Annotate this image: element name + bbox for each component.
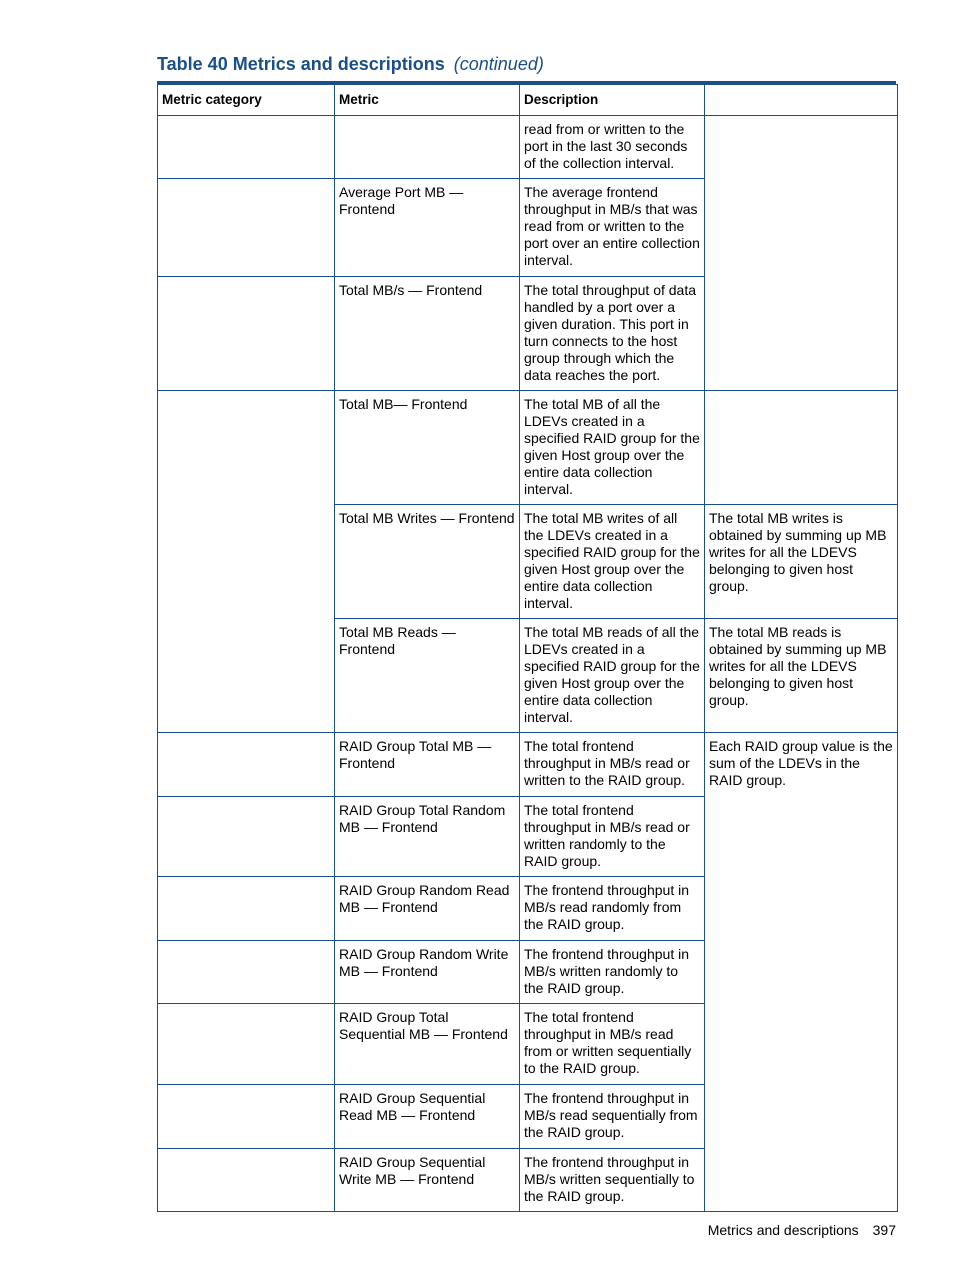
description-cell: The total MB reads of all the LDEVs created in a specified RAID group for the given Host group over the entire data collection interval. xyxy=(520,619,705,733)
metric-cell: Total MB Writes — Frontend xyxy=(335,505,520,619)
description-cell: The total MB of all the LDEVs created in a specified RAID group for the given Host group over the entire data collection interval. xyxy=(520,391,705,505)
header-metric-category: Metric category xyxy=(158,85,335,116)
description-cell: The average frontend throughput in MB/s that was read from or written to the port over an entire collection interval. xyxy=(520,179,705,277)
metric-cell: RAID Group Total Sequential MB — Frontend xyxy=(335,1004,520,1085)
metric-cell: Average Port MB — Frontend xyxy=(335,179,520,277)
category-cell xyxy=(158,1004,335,1085)
description-cell: read from or written to the port in the last 30 seconds of the collection interval. xyxy=(520,116,705,179)
metric-cell: RAID Group Sequential Read MB — Frontend xyxy=(335,1085,520,1149)
metric-cell: RAID Group Random Read MB — Frontend xyxy=(335,877,520,941)
page-number: 397 xyxy=(872,1222,896,1238)
notes-cell: The total MB reads is obtained by summing up MB writes for all the LDEVS belonging to given host group. xyxy=(705,619,898,733)
metric-cell: RAID Group Total Random MB — Frontend xyxy=(335,797,520,877)
category-cell xyxy=(158,391,335,733)
header-notes xyxy=(705,85,898,116)
description-cell: The total MB writes of all the LDEVs created in a specified RAID group for the given Host group over the entire data collection interval. xyxy=(520,505,705,619)
description-cell: The frontend throughput in MB/s written sequentially to the RAID group. xyxy=(520,1149,705,1212)
metrics-table xyxy=(157,84,898,1212)
description-cell: The frontend throughput in MB/s written randomly to the RAID group. xyxy=(520,941,705,1004)
metric-cell: Total MB— Frontend xyxy=(335,391,520,505)
page-footer xyxy=(708,1222,896,1238)
table-title: Table 40 Metrics and descriptions xyxy=(157,54,445,74)
notes-cell xyxy=(705,391,898,505)
description-cell: The total throughput of data handled by a port over a given duration. This port in turn connects to the host group through which the data reaches the port. xyxy=(520,277,705,391)
metric-cell: RAID Group Sequential Write MB — Frontend xyxy=(335,1149,520,1212)
category-cell xyxy=(158,116,335,179)
metric-cell: Total MB Reads — Frontend xyxy=(335,619,520,733)
category-cell xyxy=(158,1149,335,1212)
description-cell: The total frontend throughput in MB/s read or written to the RAID group. xyxy=(520,733,705,797)
table-caption xyxy=(157,54,544,75)
notes-cell: The total MB writes is obtained by summing up MB writes for all the LDEVS belonging to given host group. xyxy=(705,505,898,619)
header-row xyxy=(158,85,898,116)
category-cell xyxy=(158,1085,335,1149)
notes-cell: Each RAID group value is the sum of the LDEVs in the RAID group. xyxy=(705,733,898,1212)
metric-cell: Total MB/s — Frontend xyxy=(335,277,520,391)
description-cell: The total frontend throughput in MB/s read from or written sequentially to the RAID group. xyxy=(520,1004,705,1085)
metric-cell xyxy=(335,116,520,179)
description-cell: The frontend throughput in MB/s read randomly from the RAID group. xyxy=(520,877,705,941)
category-cell xyxy=(158,797,335,877)
metric-cell: RAID Group Total MB — Frontend xyxy=(335,733,520,797)
metric-cell: RAID Group Random Write MB — Frontend xyxy=(335,941,520,1004)
header-description: Description xyxy=(520,85,705,116)
category-cell xyxy=(158,277,335,391)
notes-cell xyxy=(705,116,898,391)
continued-label: (continued) xyxy=(453,54,544,74)
category-cell xyxy=(158,877,335,941)
category-cell xyxy=(158,733,335,797)
table-row xyxy=(158,391,898,505)
description-cell: The frontend throughput in MB/s read sequentially from the RAID group. xyxy=(520,1085,705,1149)
description-cell: The total frontend throughput in MB/s read or written randomly to the RAID group. xyxy=(520,797,705,877)
category-cell xyxy=(158,179,335,277)
category-cell xyxy=(158,941,335,1004)
table-row xyxy=(158,733,898,797)
table-row xyxy=(158,116,898,179)
header-metric: Metric xyxy=(335,85,520,116)
footer-section-title: Metrics and descriptions xyxy=(707,1222,859,1238)
